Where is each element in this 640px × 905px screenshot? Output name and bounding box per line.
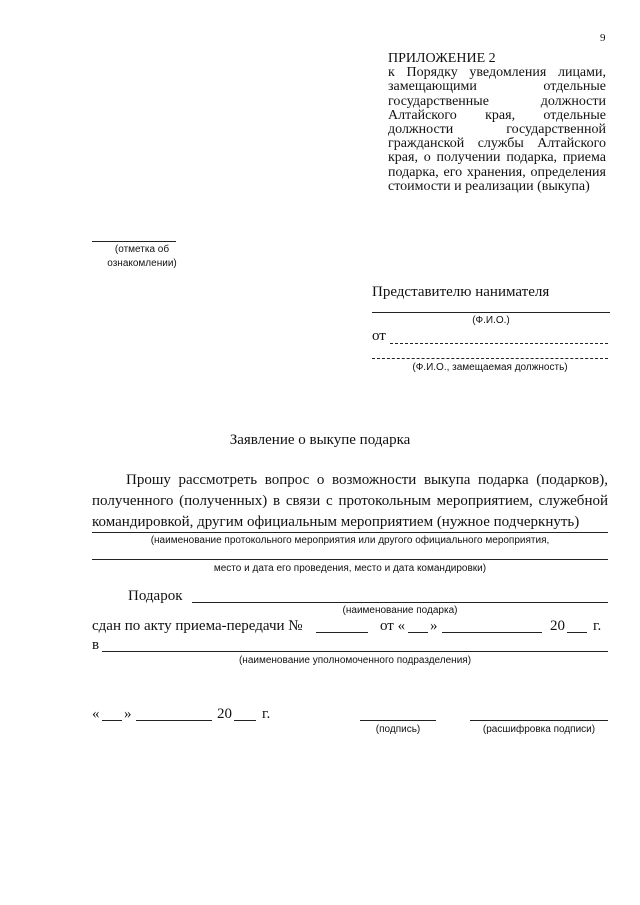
- act-number-line: [316, 632, 368, 633]
- act-label: сдан по акту приема-передачи №: [92, 618, 303, 634]
- annex-title: ПРИЛОЖЕНИЕ 2: [388, 51, 496, 66]
- sign-day-line: [102, 720, 122, 721]
- act-year-line: [567, 632, 587, 633]
- event-caption-2: место и дата его проведения, место и дата командировки): [213, 563, 487, 574]
- sign-month-line: [136, 720, 212, 721]
- from-line: [390, 343, 608, 344]
- unit-caption: (наименование уполномоченного подразделения): [238, 655, 472, 666]
- request-text: Прошу рассмотреть вопрос о возможности выкупа подарка (подарков), полученного (полученных) в связи с протокольным мероприятием, служебной командировкой, другим официальным мероприятием (нужное подчеркнуть): [92, 472, 608, 530]
- act-from-quote: от «: [380, 618, 406, 634]
- act-year-suffix: г.: [593, 618, 602, 634]
- from-caption: (Ф.И.О., замещаемая должность): [412, 362, 568, 373]
- act-month-line: [442, 632, 542, 633]
- event-line-2: [92, 559, 608, 560]
- unit-line: [102, 651, 608, 652]
- from-line-2: [372, 358, 608, 359]
- acknowledgement-mark: [92, 243, 192, 271]
- signature-decode-line: [470, 720, 608, 721]
- sign-close-quote: »: [124, 706, 132, 722]
- statement-heading: Заявление о выкупе подарка: [229, 432, 411, 448]
- act-close-quote: »: [430, 618, 438, 634]
- gift-caption: (наименование подарка): [342, 605, 458, 616]
- event-line-1: [92, 532, 608, 533]
- signature-line: [360, 720, 436, 721]
- addressee-title: Представителю нанимателя: [372, 284, 550, 300]
- request-paragraph: [92, 470, 608, 533]
- addressee-fio-line: [372, 312, 610, 313]
- acknowledgement-line: [92, 241, 176, 242]
- gift-line: [192, 602, 608, 603]
- act-day-line: [408, 632, 428, 633]
- page-number: 9: [600, 32, 606, 44]
- gift-label: Подарок: [128, 588, 183, 604]
- from-label: от: [372, 328, 386, 344]
- in-label: в: [92, 637, 100, 653]
- acknowledgement-caption-line1: (отметка об: [114, 244, 170, 255]
- sign-open-quote: «: [92, 706, 100, 722]
- annex-text: к Порядку уведомления лицами, замещающими отдельные государственные должности Алтайского края, отдельные должности государственной гражданской службы Алтайского края, о получении подарка, приема подарка, его хранения, определения стоимости и реализации (выкупа): [388, 65, 606, 194]
- event-caption-1: (наименование протокольного мероприятия или другого официального мероприятия,: [150, 535, 550, 546]
- signature-decode-caption: (расшифровка подписи): [482, 724, 596, 735]
- signature-caption: (подпись): [375, 724, 421, 735]
- acknowledgement-caption-line2: ознакомлении): [107, 258, 177, 269]
- sign-year-prefix: 20: [217, 706, 232, 722]
- sign-year-line: [234, 720, 256, 721]
- act-year-prefix: 20: [550, 618, 565, 634]
- annex-block: [388, 52, 606, 194]
- addressee-fio-caption: (Ф.И.О.): [472, 315, 510, 326]
- sign-year-suffix: г.: [262, 706, 271, 722]
